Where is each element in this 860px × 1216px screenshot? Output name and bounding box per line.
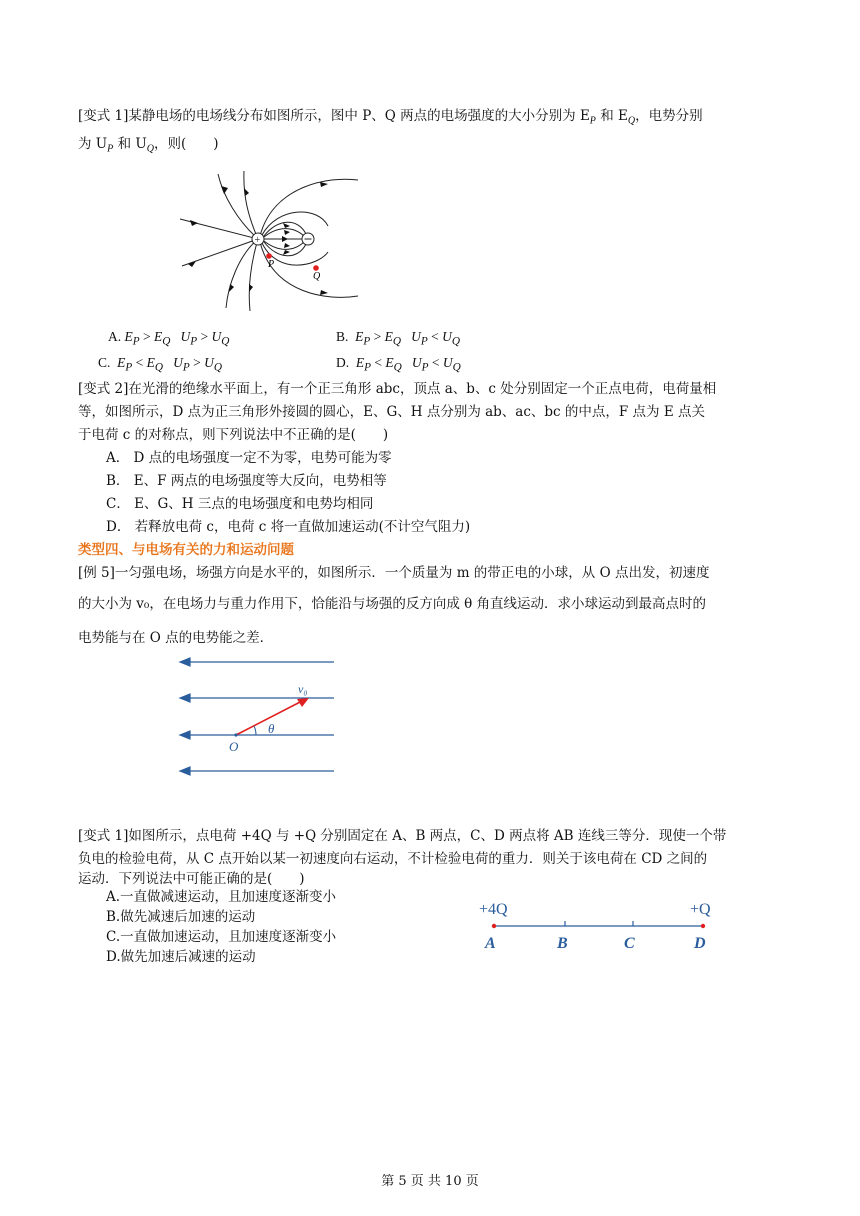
v3-question-line2: 负电的检验电荷，从 C 点开始以某一初速度向右运动，不计检验电荷的重力．则关于该电荷在 CD 之间的 [78,851,708,867]
ex5-question-line1: [例 5]一匀强电场，场强方向是水平的，如图所示．一个质量为 m 的带正电的小球，从 O 点出发，初速度 [78,565,710,581]
v1-option-b: B. $E_P > E_Q$ $U_P < U_Q$ [336,329,461,348]
svg-text:D: D [694,935,706,952]
v2-question-line2: 等，如图所示，D 点为正三角形外接圆的圆心，E、G、H 点分别为 ab、ac、bc 的中点，F 点为 E 点关 [78,404,705,420]
v3-option-b: B.做先减速后加速的运动 [106,909,256,925]
v2-option-c: C． E、G、H 三点的电场强度和电势均相同 [106,496,374,512]
point-Q-marker [313,265,319,271]
ex5-question-line3: 电势能与在 O 点的电势能之差． [78,630,274,646]
section-title: 类型四、与电场有关的力和运动问题 [78,542,294,558]
point-P-marker [266,253,272,259]
ex5-question-line2: 的大小为 v₀，在电场力与重力作用下，恰能沿与场强的反方向成 θ 角直线运动．求小球运动到最高点时的 [78,596,707,612]
v3-question-line3: 运动．下列说法中可能正确的是( ) [78,871,305,887]
svg-text:θ: θ [268,721,275,736]
svg-text:B: B [557,935,568,952]
v1-option-d: D. $E_P < E_Q$ $U_P < U_Q$ [336,355,461,374]
page-footer: 第 5 页 共 10 页 [381,1174,479,1189]
svg-text:+4Q: +4Q [479,901,508,918]
v3-option-a: A.一直做减速运动，且加速度逐渐变小 [106,889,337,905]
v2-option-b: B． E、F 两点的电场强度等大反向，电势相等 [106,473,387,489]
v3-charges-figure [476,892,726,956]
v1-option-a: A. $E_P > E_Q$ $U_P > U_Q$ [108,329,230,348]
v1-option-c: C. $E_P < E_Q$ $U_P > U_Q$ [98,355,223,374]
svg-text:O: O [229,739,239,754]
v2-question-line3: 于电荷 c 的对称点，则下列说法中不正确的是( ) [78,427,389,443]
svg-text:Q: Q [313,271,321,282]
v2-option-d: D． 若释放电荷 c，电荷 c 将一直做加速运动(不计空气阻力) [106,519,471,535]
svg-text:+Q: +Q [690,901,711,918]
v1-question-line2: 为 $U_P$ 和 $U_Q$，则( ) [78,136,219,155]
v2-option-a: A． D 点的电场强度一定不为零，电势可能为零 [106,450,392,466]
svg-text:P: P [268,259,275,270]
svg-text:A: A [485,935,496,952]
v2-question-line1: [变式 2]在光滑的绝缘水平面上，有一个正三角形 abc，顶点 a、b、c 处分别固定一个正点电荷，电荷量相 [78,381,717,397]
v3-question-line1: [变式 1]如图所示，点电荷 +4Q 与 +Q 分别固定在 A、B 两点，C、D 两点将 AB 连线三等分．现使一个带 [78,828,727,844]
v1-question-line1: [变式 1]某静电场的电场线分布如图所示，图中 P、Q 两点的电场强度的大小分别为 $E_P$ 和 $E_Q$，电势分别 [78,108,703,127]
svg-text:v₀: v₀ [298,682,308,696]
ex5-field-figure [176,652,340,778]
v1-field-line-figure [178,166,360,312]
svg-text:+: + [254,235,261,246]
v3-option-c: C.一直做加速运动，且加速度逐渐变小 [106,929,337,945]
v3-option-d: D.做先加速后减速的运动 [106,949,256,965]
svg-text:C: C [624,935,635,952]
